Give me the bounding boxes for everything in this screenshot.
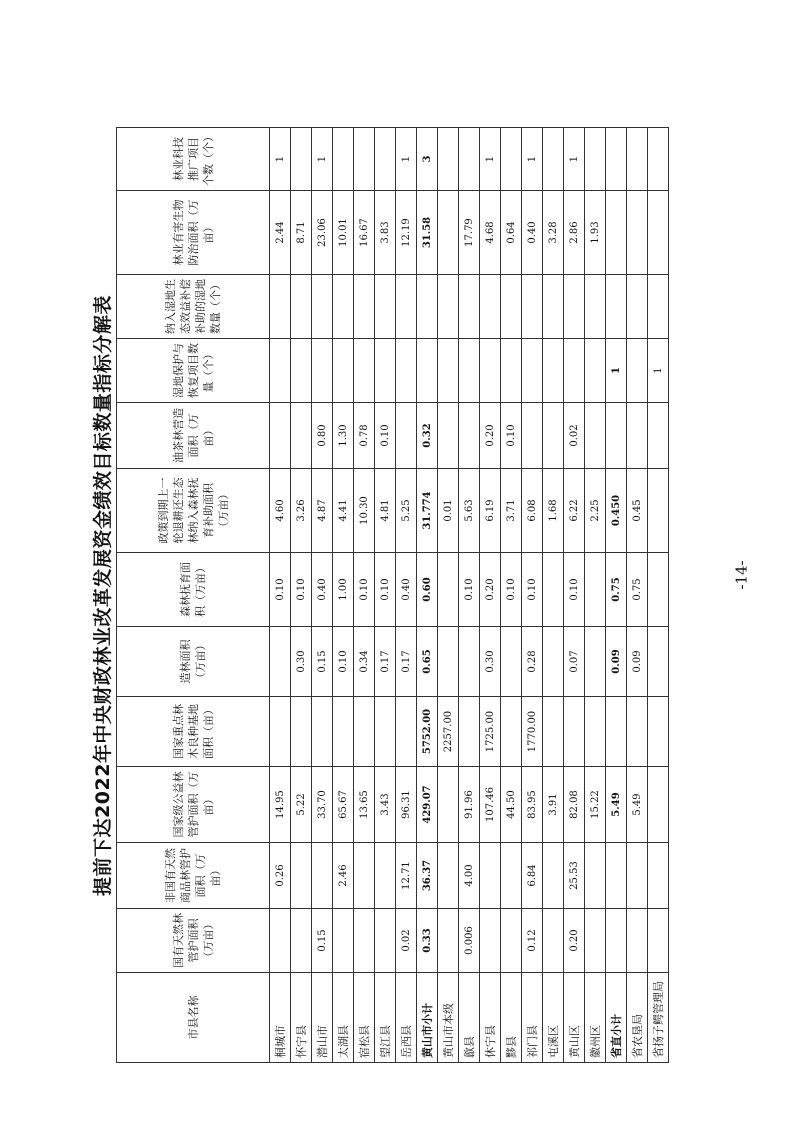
value-cell: 1725.00	[480, 697, 501, 767]
table-row	[648, 128, 669, 1063]
column-header: 造林面积（万亩）	[117, 627, 270, 697]
table-row	[375, 128, 396, 1063]
region-name-cell: 望江县	[375, 973, 396, 1063]
value-cell	[585, 275, 606, 339]
value-cell	[648, 909, 669, 973]
value-cell: 0.10	[291, 553, 312, 627]
value-cell: 25.53	[564, 843, 585, 909]
value-cell: 0.40	[396, 553, 417, 627]
value-cell: 0.10	[501, 553, 522, 627]
value-cell	[270, 627, 291, 697]
value-cell	[270, 339, 291, 403]
value-cell	[375, 128, 396, 191]
value-cell: 1	[270, 128, 291, 191]
value-cell	[585, 627, 606, 697]
value-cell	[501, 627, 522, 697]
rotated-page	[92, 128, 665, 1063]
value-cell: 3.83	[375, 191, 396, 275]
table-body	[270, 128, 669, 1063]
value-cell: 1.30	[333, 403, 354, 469]
region-name-cell: 黟县	[501, 973, 522, 1063]
table-row	[270, 128, 291, 1063]
value-cell	[585, 553, 606, 627]
value-cell: 0.20	[480, 403, 501, 469]
region-name-cell: 省直小计	[606, 973, 627, 1063]
value-cell	[501, 128, 522, 191]
value-cell: 82.08	[564, 767, 585, 843]
value-cell	[543, 697, 564, 767]
table-row	[417, 128, 438, 1063]
region-name-cell: 休宁县	[480, 973, 501, 1063]
value-cell	[417, 339, 438, 403]
value-cell	[627, 128, 648, 191]
value-cell: 0.09	[627, 627, 648, 697]
value-cell	[606, 128, 627, 191]
value-cell: 5.63	[459, 469, 480, 553]
value-cell: 4.81	[375, 469, 396, 553]
value-cell: 17.79	[459, 191, 480, 275]
header-row	[117, 128, 270, 1063]
value-cell	[396, 339, 417, 403]
column-header: 政策到期上一轮退耕还生态林纳入森林抚育补助面积（万亩）	[117, 469, 270, 553]
table-row	[333, 128, 354, 1063]
region-name-cell: 省扬子鳄管理局	[648, 973, 669, 1063]
value-cell	[438, 403, 459, 469]
value-cell	[396, 275, 417, 339]
value-cell: 3.91	[543, 767, 564, 843]
value-cell	[270, 275, 291, 339]
value-cell	[375, 697, 396, 767]
value-cell: 0.10	[375, 553, 396, 627]
region-name-cell: 潜山市	[312, 973, 333, 1063]
value-cell: 1	[522, 128, 543, 191]
value-cell	[438, 128, 459, 191]
value-cell	[627, 339, 648, 403]
value-cell	[291, 339, 312, 403]
value-cell	[291, 697, 312, 767]
value-cell	[606, 191, 627, 275]
value-cell	[627, 909, 648, 973]
column-header: 油茶林营造面积（万亩）	[117, 403, 270, 469]
value-cell	[501, 909, 522, 973]
value-cell: 3.26	[291, 469, 312, 553]
region-name-cell: 徽州区	[585, 973, 606, 1063]
value-cell: 0.09	[606, 627, 627, 697]
value-cell: 0.01	[438, 469, 459, 553]
value-cell: 0.02	[564, 403, 585, 469]
value-cell	[585, 339, 606, 403]
value-cell	[270, 909, 291, 973]
column-header: 森林抚育面积（万亩）	[117, 553, 270, 627]
value-cell: 0.34	[354, 627, 375, 697]
column-header: 非国有天然商品林管护面积（万亩）	[117, 843, 270, 909]
table-row	[543, 128, 564, 1063]
region-name-cell: 屯溪区	[543, 973, 564, 1063]
value-cell	[501, 697, 522, 767]
value-cell	[354, 339, 375, 403]
value-cell: 12.19	[396, 191, 417, 275]
value-cell: 0.17	[375, 627, 396, 697]
value-cell	[585, 697, 606, 767]
value-cell: 2.86	[564, 191, 585, 275]
value-cell	[333, 275, 354, 339]
value-cell: 0.20	[480, 553, 501, 627]
table-row	[501, 128, 522, 1063]
value-cell	[564, 339, 585, 403]
value-cell	[438, 909, 459, 973]
value-cell	[375, 339, 396, 403]
region-name-cell: 桐城市	[270, 973, 291, 1063]
value-cell: 0.75	[627, 553, 648, 627]
value-cell: 0.006	[459, 909, 480, 973]
value-cell: 31.774	[417, 469, 438, 553]
table-row	[291, 128, 312, 1063]
region-name-cell: 祁门县	[522, 973, 543, 1063]
table-row	[585, 128, 606, 1063]
value-cell: 0.64	[501, 191, 522, 275]
value-cell: 8.71	[291, 191, 312, 275]
value-cell: 1770.00	[522, 697, 543, 767]
value-cell: 0.07	[564, 627, 585, 697]
value-cell	[333, 128, 354, 191]
value-cell: 91.96	[459, 767, 480, 843]
region-name-cell: 黄山市小计	[417, 973, 438, 1063]
value-cell	[627, 191, 648, 275]
value-cell	[648, 767, 669, 843]
value-cell: 0.26	[270, 843, 291, 909]
value-cell	[459, 403, 480, 469]
value-cell: 0.40	[522, 191, 543, 275]
value-cell	[291, 403, 312, 469]
value-cell: 36.37	[417, 843, 438, 909]
value-cell	[312, 843, 333, 909]
value-cell	[354, 128, 375, 191]
value-cell	[312, 697, 333, 767]
page-number	[722, 545, 762, 605]
value-cell: 0.02	[396, 909, 417, 973]
value-cell	[333, 909, 354, 973]
value-cell: 1	[606, 339, 627, 403]
value-cell	[354, 909, 375, 973]
value-cell	[606, 843, 627, 909]
value-cell	[459, 697, 480, 767]
value-cell	[270, 697, 291, 767]
value-cell: 5.49	[606, 767, 627, 843]
value-cell	[543, 627, 564, 697]
value-cell: 0.10	[564, 553, 585, 627]
value-cell	[543, 403, 564, 469]
value-cell	[648, 469, 669, 553]
data-table	[116, 127, 669, 1063]
value-cell: 0.28	[522, 627, 543, 697]
value-cell: 2257.00	[438, 697, 459, 767]
value-cell	[606, 697, 627, 767]
value-cell	[648, 128, 669, 191]
value-cell	[480, 339, 501, 403]
value-cell: 2.44	[270, 191, 291, 275]
value-cell: 0.30	[480, 627, 501, 697]
region-name-cell: 宿松县	[354, 973, 375, 1063]
value-cell	[480, 909, 501, 973]
column-header: 纳入湿地生态效益补偿补助的湿地数量（个）	[117, 275, 270, 339]
value-cell: 0.15	[312, 909, 333, 973]
value-cell	[648, 553, 669, 627]
value-cell: 0.10	[270, 553, 291, 627]
region-name-cell: 岳西县	[396, 973, 417, 1063]
value-cell: 3	[417, 128, 438, 191]
value-cell	[312, 339, 333, 403]
value-cell: 4.41	[333, 469, 354, 553]
value-cell: 4.68	[480, 191, 501, 275]
value-cell: 0.78	[354, 403, 375, 469]
value-cell	[543, 553, 564, 627]
value-cell	[522, 339, 543, 403]
value-cell: 1	[396, 128, 417, 191]
value-cell: 0.10	[459, 553, 480, 627]
value-cell: 0.30	[291, 627, 312, 697]
table-row	[564, 128, 585, 1063]
column-header: 湿地保护与恢复项目数量（个）	[117, 339, 270, 403]
value-cell	[291, 128, 312, 191]
table-row	[480, 128, 501, 1063]
value-cell	[438, 275, 459, 339]
value-cell	[375, 275, 396, 339]
value-cell	[543, 128, 564, 191]
table-row	[312, 128, 333, 1063]
value-cell	[606, 275, 627, 339]
value-cell	[648, 697, 669, 767]
value-cell: 0.80	[312, 403, 333, 469]
value-cell: 5.22	[291, 767, 312, 843]
value-cell	[606, 909, 627, 973]
value-cell: 1	[312, 128, 333, 191]
value-cell	[291, 843, 312, 909]
value-cell: 0.15	[312, 627, 333, 697]
value-cell: 14.95	[270, 767, 291, 843]
value-cell	[459, 339, 480, 403]
value-cell: 0.10	[333, 627, 354, 697]
value-cell: 0.10	[522, 553, 543, 627]
value-cell	[291, 275, 312, 339]
value-cell: 0.75	[606, 553, 627, 627]
value-cell: 0.17	[396, 627, 417, 697]
value-cell: 5752.00	[417, 697, 438, 767]
region-name-cell: 省农垦局	[627, 973, 648, 1063]
value-cell: 1	[648, 339, 669, 403]
value-cell: 0.450	[606, 469, 627, 553]
value-cell	[354, 697, 375, 767]
value-cell	[648, 627, 669, 697]
value-cell: 107.46	[480, 767, 501, 843]
value-cell	[438, 553, 459, 627]
table-row	[522, 128, 543, 1063]
value-cell	[375, 843, 396, 909]
column-header: 林业科技推广项目个数（个）	[117, 128, 270, 191]
value-cell: 13.65	[354, 767, 375, 843]
value-cell	[270, 403, 291, 469]
value-cell	[291, 909, 312, 973]
value-cell: 4.00	[459, 843, 480, 909]
value-cell: 0.45	[627, 469, 648, 553]
value-cell: 0.10	[375, 403, 396, 469]
region-name-cell: 太湖县	[333, 973, 354, 1063]
value-cell	[501, 339, 522, 403]
value-cell	[480, 275, 501, 339]
value-cell	[627, 843, 648, 909]
table-row	[396, 128, 417, 1063]
value-cell: 1.93	[585, 191, 606, 275]
value-cell	[564, 275, 585, 339]
value-cell	[501, 843, 522, 909]
value-cell: 4.87	[312, 469, 333, 553]
value-cell: 6.08	[522, 469, 543, 553]
value-cell	[627, 275, 648, 339]
value-cell: 16.67	[354, 191, 375, 275]
value-cell	[543, 339, 564, 403]
value-cell: 0.32	[417, 403, 438, 469]
value-cell	[522, 275, 543, 339]
value-cell	[459, 275, 480, 339]
value-cell	[585, 909, 606, 973]
value-cell: 6.19	[480, 469, 501, 553]
value-cell	[585, 128, 606, 191]
column-header: 国有天然林管护面积（万亩）	[117, 909, 270, 973]
column-header: 国家级公益林管护面积（万亩）	[117, 767, 270, 843]
value-cell: 4.60	[270, 469, 291, 553]
value-cell	[543, 909, 564, 973]
value-cell: 1.00	[333, 553, 354, 627]
value-cell	[354, 843, 375, 909]
region-name-cell: 歙县	[459, 973, 480, 1063]
value-cell	[606, 403, 627, 469]
value-cell	[333, 697, 354, 767]
value-cell: 44.50	[501, 767, 522, 843]
value-cell: 2.46	[333, 843, 354, 909]
value-cell	[480, 843, 501, 909]
table-row	[354, 128, 375, 1063]
value-cell	[438, 627, 459, 697]
table-row	[627, 128, 648, 1063]
region-name-cell: 黄山区	[564, 973, 585, 1063]
table-row	[459, 128, 480, 1063]
value-cell	[627, 403, 648, 469]
value-cell	[396, 403, 417, 469]
value-cell: 83.95	[522, 767, 543, 843]
value-cell: 23.06	[312, 191, 333, 275]
value-cell: 0.10	[501, 403, 522, 469]
value-cell: 3.28	[543, 191, 564, 275]
value-cell: 6.22	[564, 469, 585, 553]
page-number-text: -14-	[732, 560, 751, 590]
value-cell: 33.70	[312, 767, 333, 843]
value-cell: 0.60	[417, 553, 438, 627]
value-cell	[354, 275, 375, 339]
value-cell: 3.43	[375, 767, 396, 843]
value-cell	[396, 697, 417, 767]
value-cell: 0.10	[354, 553, 375, 627]
value-cell: 3.71	[501, 469, 522, 553]
value-cell	[438, 767, 459, 843]
value-cell: 10.01	[333, 191, 354, 275]
value-cell: 0.12	[522, 909, 543, 973]
region-name-cell: 怀宁县	[291, 973, 312, 1063]
value-cell: 5.25	[396, 469, 417, 553]
column-header: 市县名称	[117, 973, 270, 1063]
value-cell: 1.68	[543, 469, 564, 553]
value-cell: 31.58	[417, 191, 438, 275]
value-cell	[543, 843, 564, 909]
column-header: 林业有害生物防治面积（万亩）	[117, 191, 270, 275]
value-cell: 10.30	[354, 469, 375, 553]
value-cell	[648, 843, 669, 909]
value-cell	[375, 909, 396, 973]
value-cell: 1	[480, 128, 501, 191]
value-cell: 429.07	[417, 767, 438, 843]
value-cell: 0.40	[312, 553, 333, 627]
value-cell	[564, 697, 585, 767]
value-cell: 0.33	[417, 909, 438, 973]
value-cell: 0.65	[417, 627, 438, 697]
page-title: 提前下达2022年中央财政林业改革发展资金绩效目标数量指标分解表	[92, 295, 114, 896]
region-name-cell: 黄山市本级	[438, 973, 459, 1063]
value-cell	[459, 627, 480, 697]
value-cell: 2.25	[585, 469, 606, 553]
value-cell: 15.22	[585, 767, 606, 843]
value-cell	[648, 191, 669, 275]
value-cell	[438, 339, 459, 403]
value-cell: 65.67	[333, 767, 354, 843]
value-cell	[648, 275, 669, 339]
value-cell	[543, 275, 564, 339]
value-cell	[501, 275, 522, 339]
column-header: 国家重点林木良种基地面积（亩）	[117, 697, 270, 767]
table-row	[606, 128, 627, 1063]
value-cell	[585, 403, 606, 469]
table-row	[438, 128, 459, 1063]
value-cell: 5.49	[627, 767, 648, 843]
value-cell	[438, 843, 459, 909]
value-cell	[585, 843, 606, 909]
value-cell	[333, 339, 354, 403]
value-cell: 1	[564, 128, 585, 191]
value-cell	[627, 697, 648, 767]
value-cell	[648, 403, 669, 469]
value-cell	[417, 275, 438, 339]
value-cell: 6.84	[522, 843, 543, 909]
value-cell	[312, 275, 333, 339]
value-cell: 12.71	[396, 843, 417, 909]
value-cell	[459, 128, 480, 191]
value-cell	[438, 191, 459, 275]
value-cell: 96.31	[396, 767, 417, 843]
value-cell: 0.20	[564, 909, 585, 973]
value-cell	[522, 403, 543, 469]
